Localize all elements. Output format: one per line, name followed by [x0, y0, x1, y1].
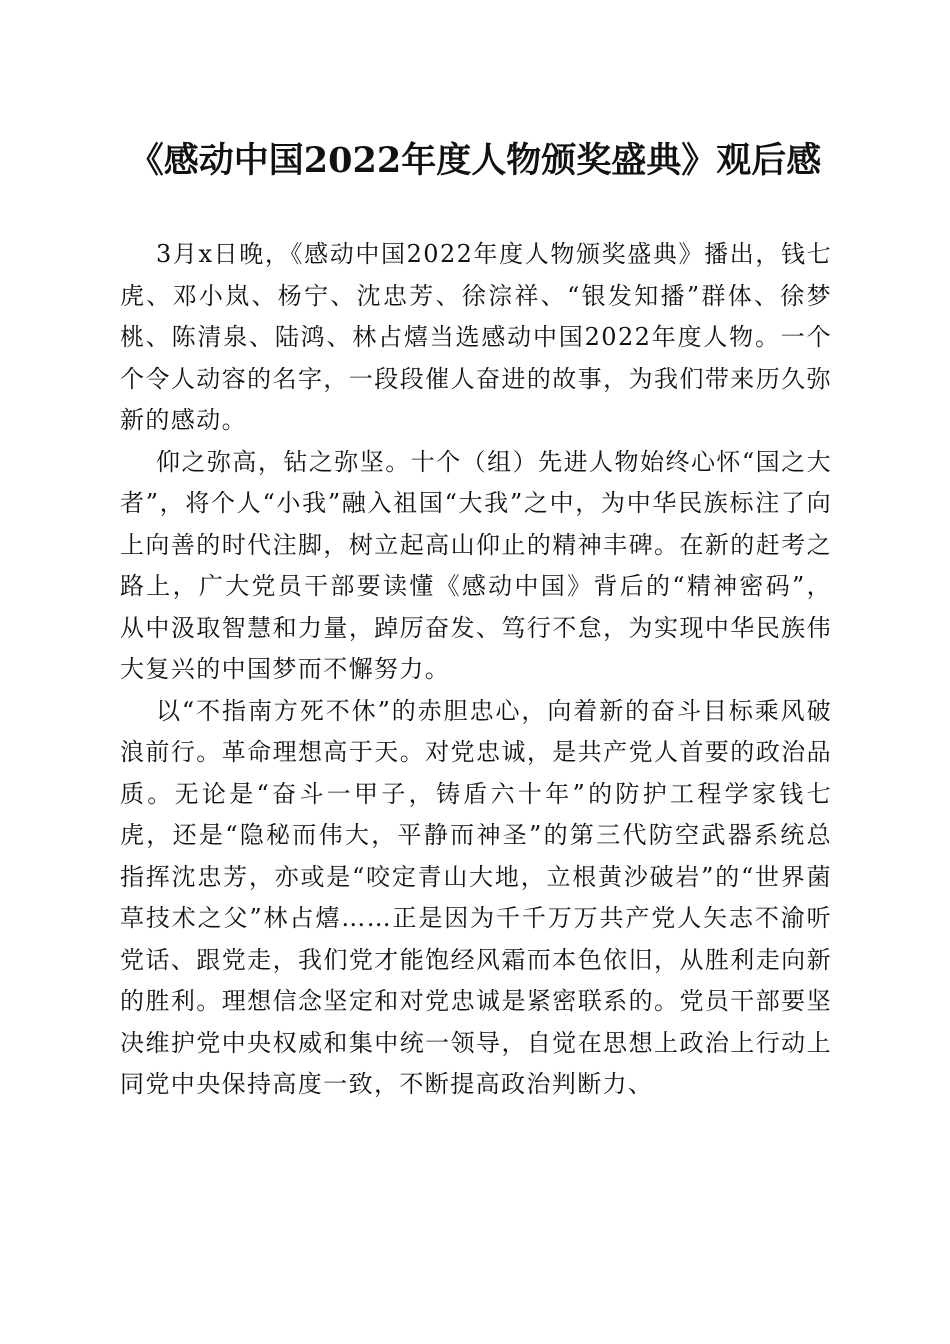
paragraph: 仰之弥高，钻之弥坚。十个（组）先进人物始终心怀“国之大者”，将个人“小我”融入祖国“大我”之中，为中华民族标注了向上向善的时代注脚，树立起高山仰止的精神丰碑。在新的赶考之路上，广大党员干部要读懂《感动中国》背后的“精神密码”，从中汲取智慧和力量，踔厉奋发、笃行不怠，为实现中华民族伟大复兴的中国梦而不懈努力。	[120, 447, 832, 683]
paragraph: 3月x日晚，《感动中国2022年度人物颁奖盛典》播出，钱七虎、邓小岚、杨宁、沈忠芳、徐淙祥、“银发知播”群体、徐梦桃、陈清泉、陆鸿、林占熺当选感动中国2022年度人物。一个个令人动容的名字，一段段催人奋进的故事，为我们带来历久弥新的感动。	[120, 240, 832, 434]
paragraph: 以“不指南方死不休”的赤胆忠心，向着新的奋斗目标乘风破浪前行。革命理想高于天。对党忠诚，是共产党人首要的政治品质。无论是“奋斗一甲子，铸盾六十年”的防护工程学家钱七虎，还是“隐秘而伟大，平静而神圣”的第三代防空武器系统总指挥沈忠芳，亦或是“咬定青山大地，立根黄沙破岩”的“世界菌草技术之父”林占熺……正是因为千千万万共产党人矢志不渝听党话、跟党走，我们党才能饱经风霜而本色依旧，从胜利走向新的胜利。理想信念坚定和对党忠诚是紧密联系的。党员干部要坚决维护党中央权威和集中统一领导，自觉在思想上政治上行动上同党中央保持高度一致，不断提高政治判断力、	[120, 696, 832, 1098]
document-title: 《感动中国2022年度人物颁奖盛典》观后感	[128, 140, 822, 181]
document-body	[120, 234, 832, 1106]
